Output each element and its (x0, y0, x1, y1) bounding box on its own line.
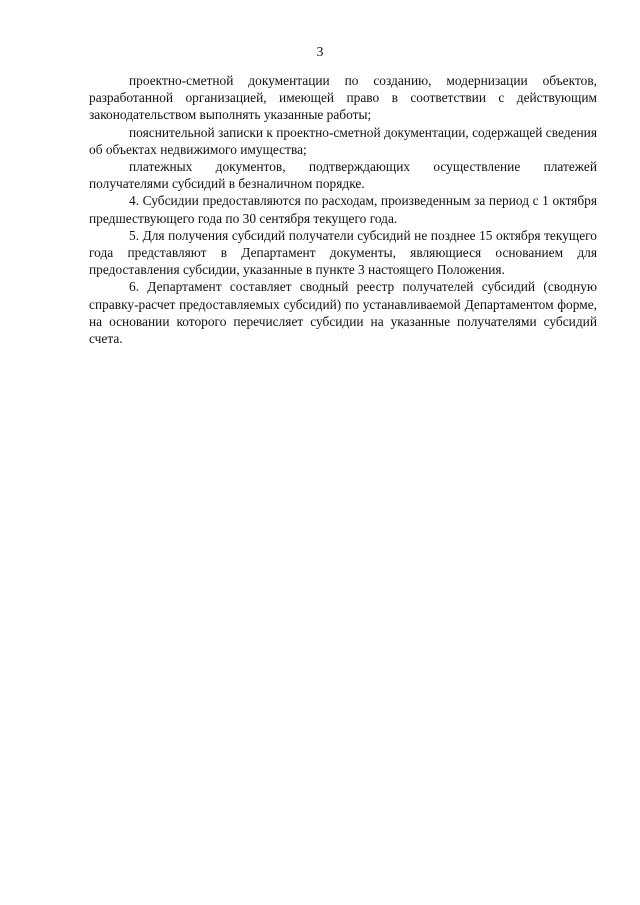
paragraph-payment-documents: платежных документов, подтверждающих осуществление платежей получателями субсидий в безналичном порядке. (89, 159, 597, 192)
page-number: 3 (316, 44, 324, 59)
paragraph-explanatory-note: пояснительной записки к проектно-сметной документации, содержащей сведения об объектах недвижимого имущества; (89, 124, 597, 157)
paragraph-item-4: 4. Субсидии предоставляются по расходам, произведенным за период с 1 октября предшествующего года по 30 сентября текущего года. (89, 193, 597, 226)
paragraph-item-5: 5. Для получения субсидий получатели субсидий не позднее 15 октября текущего года представляют в Департамент документы, являющиеся основанием для предоставления субсидии, указанные в пункте 3 настоящего Положения. (89, 227, 597, 278)
document-body (89, 72, 597, 347)
paragraph-project-documentation: проектно-сметной документации по созданию, модернизации объектов, разработанной организацией, имеющей право в соответствии с действующим законодательством выполнять указанные работы; (89, 73, 597, 123)
paragraph-item-6: 6. Департамент составляет сводный реестр получателей субсидий (сводную справку-расчет предоставляемых субсидий) по устанавливаемой Департаментом форме, на основании которого перечисляет субсидии на указанные получателями субсидий счета. (89, 279, 597, 347)
